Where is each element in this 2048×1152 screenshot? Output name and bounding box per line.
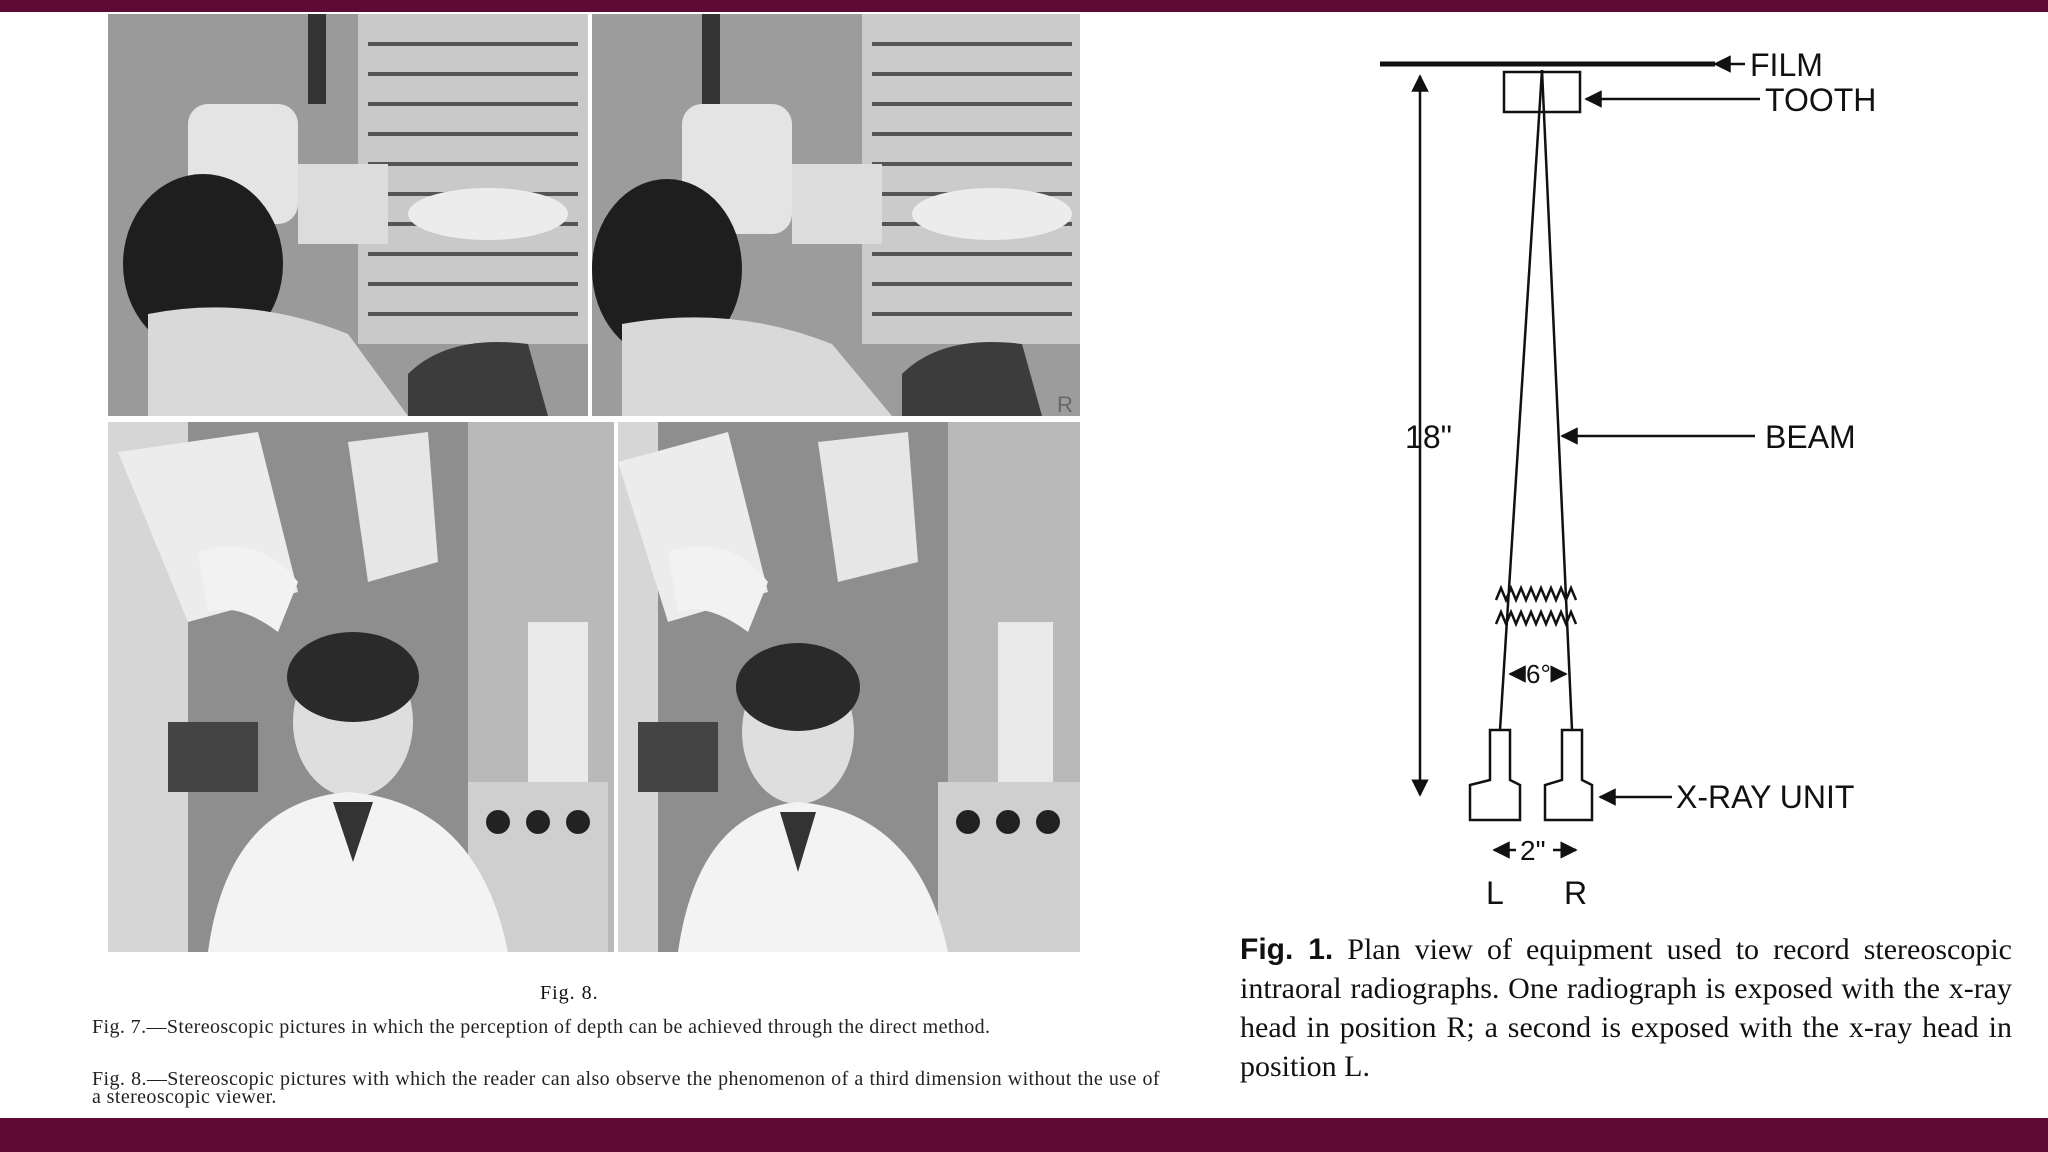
stereoscopic-photo-panel — [108, 14, 1080, 952]
fig1-caption-text: Plan view of equipment used to record stereoscopic intraoral radiographs. One radiograph is exposed with the x-ray head in position R; a second is exposed with the x-ray head in position L. — [1240, 933, 2012, 1083]
tooth-label: TOOTH — [1765, 82, 1877, 118]
angle-label: 6° — [1526, 659, 1551, 689]
fig7-photo-left — [108, 14, 588, 416]
distance-label: 18" — [1405, 419, 1452, 455]
xray-unit-label: X-RAY UNIT — [1676, 779, 1855, 815]
fig1-ref: Fig. 1. — [1240, 933, 1334, 966]
position-r-label: R — [1564, 875, 1588, 911]
fig8-caption-text: Fig. 8.—Stereoscopic pictures with which the reader can also observe the phenomenon of a third dimension without the use of a stereoscopic viewer. — [92, 1068, 1160, 1108]
separation-label: 2" — [1520, 835, 1546, 866]
beam-right — [1542, 70, 1572, 730]
fig8-photo-left — [108, 422, 614, 952]
fig7-photo-right — [592, 14, 1080, 416]
fig8-photo-right — [618, 422, 1080, 952]
fig8-caption — [30, 1070, 1160, 1106]
xray-head-left — [1470, 730, 1520, 820]
film-label: FILM — [1750, 47, 1823, 83]
beam-left — [1500, 70, 1542, 730]
fig7-caption-text: Fig. 7.—Stereoscopic pictures in which the perception of depth can be achieved through the direct method. — [92, 1016, 991, 1038]
beam-label: BEAM — [1765, 419, 1856, 455]
xray-head-right — [1545, 730, 1592, 820]
fig8-label: Fig. 8. — [540, 982, 599, 1004]
stereo-xray-diagram — [1360, 40, 1920, 920]
photo-tag-r: R — [1057, 392, 1073, 416]
top-frame-bar — [0, 0, 2048, 12]
fig7-caption — [30, 1018, 1160, 1036]
bottom-frame-bar — [0, 1118, 2048, 1152]
position-l-label: L — [1486, 875, 1504, 911]
fig1-caption — [1240, 930, 2012, 1086]
